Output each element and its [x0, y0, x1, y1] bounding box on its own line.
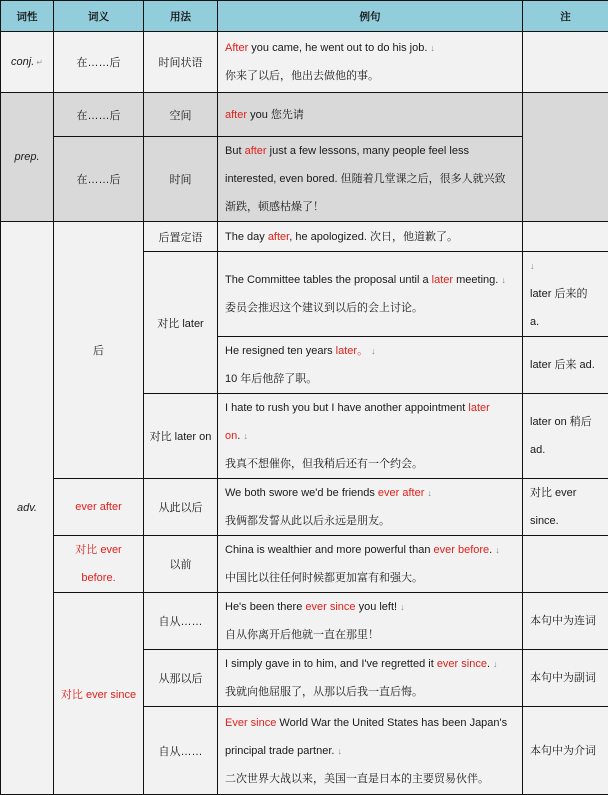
example-cell: [218, 93, 523, 137]
example-text: .: [489, 544, 492, 556]
note-cell: [523, 32, 608, 93]
note-cell: [523, 337, 608, 394]
meaning-text: 在……后: [77, 110, 121, 122]
usage-text: 空间: [170, 110, 192, 122]
note-cell: [523, 707, 608, 795]
example-en: [225, 650, 515, 678]
note-text: later 后来 ad.: [530, 359, 595, 371]
example-en: [225, 266, 515, 294]
usage-cell: [144, 137, 218, 222]
example-text: World War the United States has been Japan's principal trade partner.: [225, 717, 507, 757]
line-break-icon: ↓: [430, 43, 435, 53]
meaning-text: before.: [54, 564, 143, 592]
example-cell: [218, 707, 523, 795]
usage-text: 对比 later on: [150, 431, 212, 443]
line-break-icon: ↓: [501, 275, 506, 285]
meaning-cell: [54, 479, 144, 536]
pos-cell: [1, 222, 54, 795]
example-cell: [218, 337, 523, 394]
highlight-text: after: [245, 145, 267, 157]
line-break-icon: ↓: [530, 252, 601, 280]
example-cn: 中国比以往任何时候都更加富有和强大。: [225, 564, 515, 592]
example-cell: [218, 222, 523, 252]
example-cell: [218, 32, 523, 93]
example-cell: [218, 650, 523, 707]
header-meaning: 词义: [54, 1, 144, 32]
example-cn: 自从你离开后他就一直在那里！: [225, 621, 515, 649]
pos-cell: [1, 93, 54, 222]
note-text: later 后来的: [530, 280, 601, 308]
usage-text: 时间: [170, 174, 192, 186]
note-text: 对比 ever: [530, 479, 601, 507]
example-cn: 委员会推迟这个建议到以后的会上讨论。: [225, 294, 515, 322]
example-text: , he apologized. 次日，他道歉了。: [289, 231, 458, 243]
highlight-text: Ever since: [225, 717, 276, 729]
table-row: [1, 32, 608, 93]
example-cell: [218, 252, 523, 337]
example-cell: [218, 593, 523, 650]
example-text: meeting.: [453, 274, 498, 286]
highlight-text: later。: [336, 345, 368, 357]
usage-cell: [144, 252, 218, 394]
example-cn: 我就向他屈服了，从那以后我一直后悔。: [225, 678, 515, 706]
example-en: [225, 593, 515, 621]
highlight-text: ever since: [305, 601, 355, 613]
note-cell: [523, 479, 608, 536]
example-cell: [218, 536, 523, 593]
pos-text: prep.: [14, 151, 39, 163]
note-cell: [523, 93, 608, 222]
highlight-text: later: [432, 274, 453, 286]
note-text: 本句中为介词: [530, 745, 596, 757]
example-cn: 我俩都发誓从此以后永远是朋友。: [225, 507, 515, 535]
usage-text: 从那以后: [159, 673, 203, 685]
usage-cell: [144, 479, 218, 536]
line-break-icon: ↓: [371, 346, 376, 356]
note-text: 本句中为副词: [530, 672, 596, 684]
example-en: [225, 337, 515, 365]
pos-cell: [1, 32, 54, 93]
example-text: We both swore we'd be friends: [225, 487, 378, 499]
example-cell: [218, 479, 523, 536]
header-pos: 词性: [1, 1, 54, 32]
usage-text: 自从……: [159, 746, 203, 758]
meaning-cell: [54, 222, 144, 479]
header-example: 例句: [218, 1, 523, 32]
example-text: you left!: [356, 601, 398, 613]
note-cell: [523, 650, 608, 707]
usage-cell: [144, 707, 218, 795]
note-text: 本句中为连词: [530, 615, 596, 627]
line-break-icon: ↓: [337, 746, 342, 756]
meaning-text: 对比 ever since: [61, 689, 136, 701]
table-row: [1, 222, 608, 252]
example-cn: 二次世界大战以来，美国一直是日本的主要贸易伙伴。: [225, 765, 515, 793]
usage-text: 时间状语: [159, 57, 203, 69]
line-break-icon: ↓: [493, 659, 498, 669]
example-text: The Committee tables the proposal until a: [225, 274, 432, 286]
header-row: [1, 1, 608, 32]
example-text: .: [487, 658, 490, 670]
usage-cell: [144, 222, 218, 252]
usage-cell: [144, 593, 218, 650]
usage-text: 以前: [170, 559, 192, 571]
highlight-text: ever since: [437, 658, 487, 670]
highlight-text: later on: [225, 402, 490, 442]
example-cn: 我真不想催你，但我稍后还有一个约会。: [225, 450, 515, 478]
note-text: later on 稍后: [530, 408, 601, 436]
example-cn: 你来了以后，他出去做他的事。: [225, 62, 515, 90]
usage-cell: [144, 93, 218, 137]
line-break-icon: ↓: [495, 545, 500, 555]
header-note: 注: [523, 1, 608, 32]
usage-text: 后置定语: [159, 232, 203, 244]
table-row: [1, 479, 608, 536]
note-text: ad.: [530, 436, 601, 464]
note-cell: [523, 593, 608, 650]
paragraph-mark-icon: ↵: [36, 58, 43, 67]
example-en: [225, 536, 515, 564]
usage-cell: [144, 394, 218, 479]
meaning-text: 对比 ever: [54, 536, 143, 564]
table-row: [1, 536, 608, 593]
header-usage: 用法: [144, 1, 218, 32]
usage-cell: [144, 650, 218, 707]
meaning-text: 后: [93, 345, 104, 357]
usage-text: 自从……: [159, 616, 203, 628]
note-cell: [523, 394, 608, 479]
line-break-icon: ↓: [243, 431, 248, 441]
meaning-cell: [54, 93, 144, 137]
line-break-icon: ↓: [400, 602, 405, 612]
highlight-text: After: [225, 42, 248, 54]
example-cn: 10 年后他辞了职。: [225, 365, 515, 393]
line-break-icon: ↓: [427, 488, 432, 498]
example-cell: [218, 394, 523, 479]
meaning-cell: [54, 536, 144, 593]
highlight-text: ever after: [378, 487, 424, 499]
note-cell: [523, 222, 608, 252]
example-text: But: [225, 145, 245, 157]
meaning-cell: [54, 593, 144, 795]
note-text: a.: [530, 308, 601, 336]
note-cell: [523, 252, 608, 337]
example-text: you came, he went out to do his job.: [248, 42, 427, 54]
meaning-text: ever after: [75, 501, 121, 513]
example-en: [225, 709, 515, 765]
example-text: He resigned ten years: [225, 345, 336, 357]
meaning-cell: [54, 32, 144, 93]
meaning-text: 在……后: [77, 57, 121, 69]
usage-cell: [144, 32, 218, 93]
example-text: .: [237, 430, 240, 442]
example-text: you 您先请: [247, 109, 304, 121]
usage-text: 对比 later: [157, 318, 203, 330]
example-text: just a few lessons, many people feel less interested, even bored. 但随着几堂课之后，很多人就兴致渐跌，顿感枯燥了！: [225, 145, 506, 213]
example-text: China is wealthier and more powerful than: [225, 544, 434, 556]
usage-text: 从此以后: [159, 502, 203, 514]
example-text: I hate to rush you but I have another appointment: [225, 402, 468, 414]
example-en: [225, 479, 515, 507]
table-row: [1, 593, 608, 650]
table-row: [1, 137, 608, 222]
meaning-cell: [54, 137, 144, 222]
table-row: [1, 93, 608, 137]
pos-text: conj.: [11, 56, 34, 68]
example-en: [225, 34, 515, 62]
meaning-text: 在……后: [77, 174, 121, 186]
pos-text: adv.: [17, 502, 37, 514]
highlight-text: after: [225, 109, 247, 121]
example-en: [225, 394, 515, 450]
example-text: I simply gave in to him, and I've regretted it: [225, 658, 437, 670]
example-cell: [218, 137, 523, 222]
example-text: The day: [225, 231, 268, 243]
usage-cell: [144, 536, 218, 593]
example-text: He's been there: [225, 601, 305, 613]
highlight-text: after: [268, 231, 289, 243]
highlight-text: ever before: [434, 544, 490, 556]
note-text: since.: [530, 507, 601, 535]
note-cell: [523, 536, 608, 593]
